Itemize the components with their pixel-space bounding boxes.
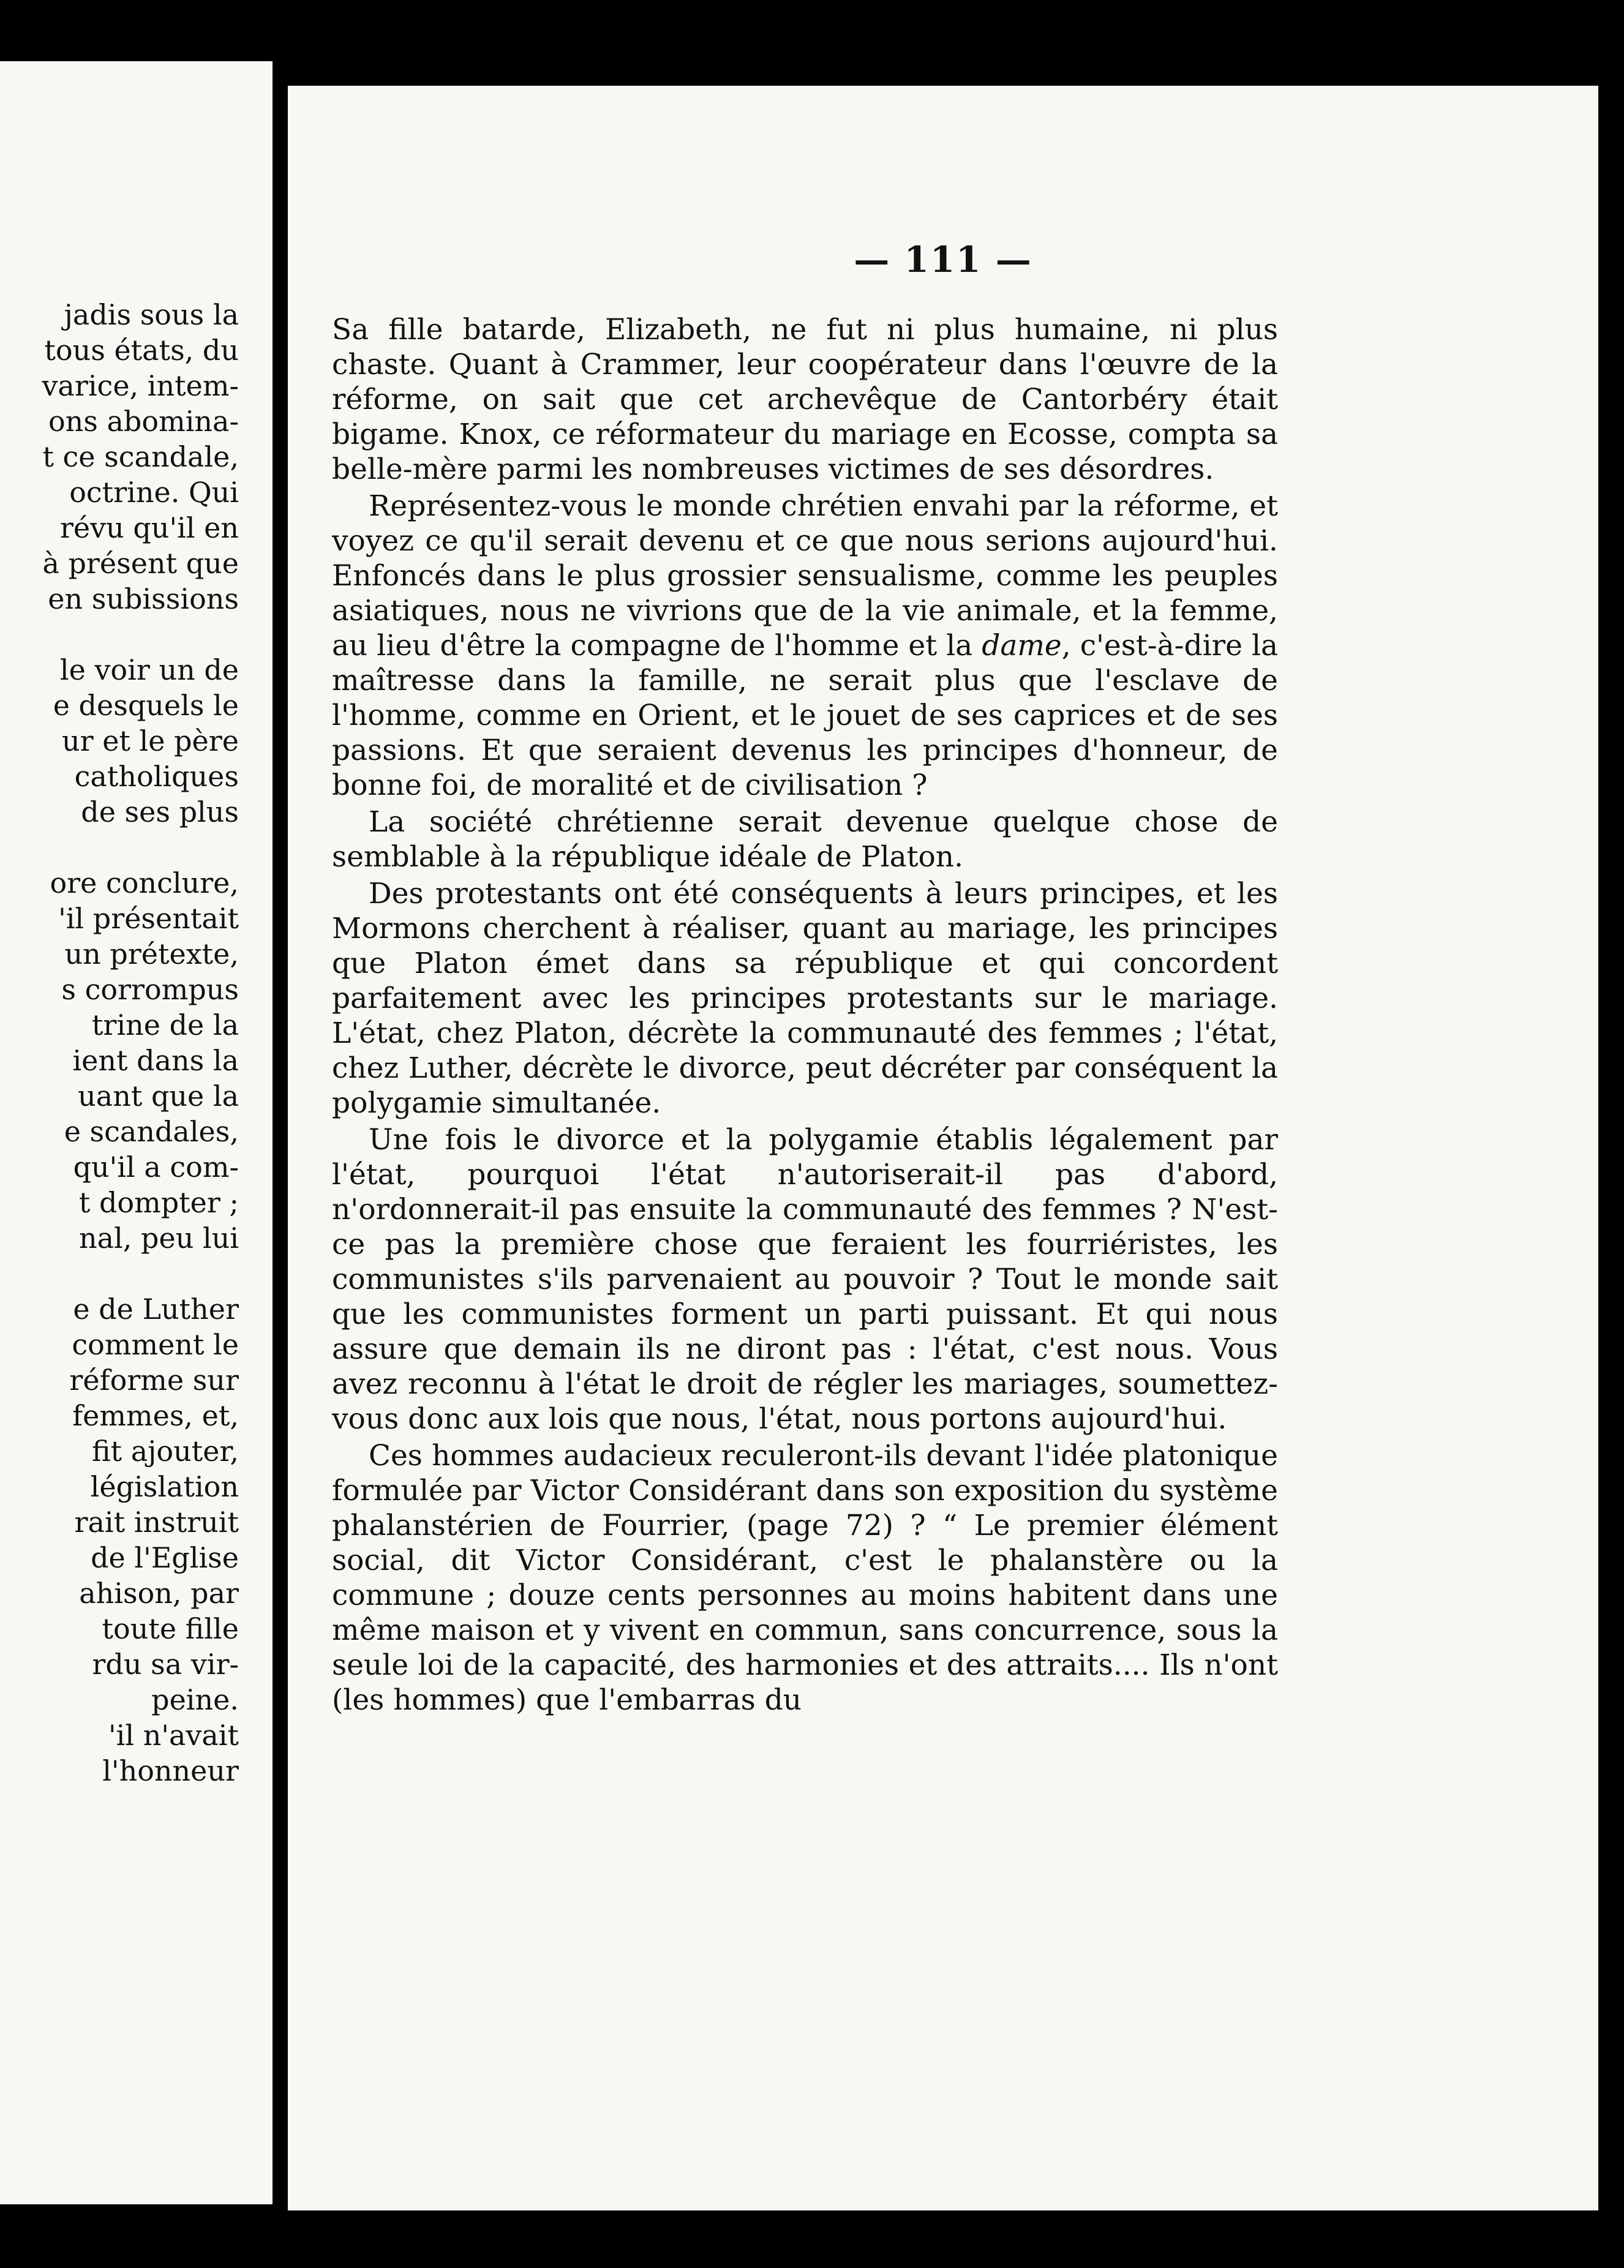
left-line-blank <box>0 1256 239 1291</box>
left-line: ore conclure, <box>50 866 239 899</box>
left-line: e de Luther <box>73 1293 239 1326</box>
left-line: ient dans la <box>72 1044 239 1077</box>
left-line: tous états, du <box>44 334 239 367</box>
paragraph-text: Sa fille batarde, Elizabeth, ne fut ni plus humaine, ni plus chaste. Quant à Crammer, leur coopérateur dans l'œuvre de la réforme, on sait que cet archevêque de Cantorbéry était bigame. Knox, ce réformateur du mariage en Ecosse, compta sa belle-mère parmi les nombreuses victimes de ses désordres. <box>332 313 1278 486</box>
left-line: rait instruit <box>74 1506 239 1539</box>
left-line: octrine. Qui <box>69 476 239 509</box>
left-line: ons abomina- <box>48 405 239 438</box>
left-line: de l'Eglise <box>91 1541 239 1574</box>
left-line: s corrompus <box>61 973 239 1006</box>
left-line: t dompter ; <box>78 1186 239 1219</box>
left-line: peine. <box>151 1683 239 1716</box>
left-line: trine de la <box>91 1008 239 1042</box>
left-line: e desquels le <box>53 689 239 722</box>
left-line: législation <box>90 1470 239 1503</box>
left-line: fit ajouter, <box>91 1435 239 1468</box>
paragraph <box>332 1438 1278 1718</box>
left-line: 'il n'avait <box>108 1719 239 1752</box>
left-line: varice, intem- <box>42 369 239 402</box>
paragraph-text: Représentez-vous le monde chrétien envahi par la réforme, et voyez ce qu'il serait devenu et ce que nous serions aujourd'hui. Enfoncés dans le plus grossier sensualisme, comme les peuples asiatiques, nous ne vivrions que de la vie animale, et la femme, au lieu d'être la compagne de l'homme et la <box>332 489 1278 663</box>
left-page-text <box>0 297 239 1981</box>
paragraph-text: Une fois le divorce et la polygamie établis légalement par l'état, pourquoi l'état n'autoriserait-il pas d'abord, n'ordonnerait-il pas ensuite la communauté des femmes ? N'est-ce pas la première chose que feraient les fourriéristes, les communistes s'ils parvenaient au pouvoir ? Tout le monde sait que les communistes forment un parti puissant. Et qui nous assure que demain ils ne diront pas : l'état, c'est nous. Vous avez reconnu à l'état le droit de régler les mariages, soumettez-vous donc aux lois que nous, l'état, nous portons aujourd'hui. <box>332 1123 1278 1436</box>
left-line: jadis sous la <box>64 298 239 331</box>
left-line: de ses plus <box>81 795 239 828</box>
right-page <box>288 86 1598 2210</box>
left-line: à présent que <box>42 547 239 580</box>
emphasis-text: dame <box>982 629 1062 663</box>
left-line: comment le <box>72 1328 239 1361</box>
left-line: nal, peu lui <box>79 1222 239 1255</box>
left-line-blank <box>0 830 239 865</box>
left-line: l'honneur <box>102 1754 239 1787</box>
left-line: uant que la <box>78 1080 239 1113</box>
paragraph <box>332 876 1278 1121</box>
left-line: réforme sur <box>69 1364 239 1397</box>
paragraph-text: Des protestants ont été conséquents à leurs principes, et les Mormons cherchent à réaliser, quant au mariage, les principes que Platon émet dans sa république et qui concordent parfaitement avec les principes protestants sur le mariage. L'état, chez Platon, décrète la communauté des femmes ; l'état, chez Luther, décrète le divorce, peut décréter par conséquent la polygamie simultanée. <box>332 877 1278 1120</box>
left-line: qu'il a com- <box>73 1151 239 1184</box>
left-line: en subissions <box>48 582 239 615</box>
left-line: toute fille <box>102 1612 239 1645</box>
left-line: e scandales, <box>64 1115 239 1148</box>
left-line: ahison, par <box>79 1577 239 1610</box>
left-line: 'il présentait <box>58 902 239 935</box>
paragraph-text: Ces hommes audacieux reculeront-ils devant l'idée platonique formulée par Victor Considérant dans son exposition du système phalanstérien de Fourrier, (page 72) ? “ Le premier élément social, dit Victor Considérant, c'est le phalanstère ou la commune ; douze cents personnes au moins habitent dans une même maison et y vivent en commun, sans concurrence, sous la seule loi de la capacité, des harmonies et des attraits.... Ils n'ont (les hommes) que l'embarras du <box>332 1439 1278 1717</box>
left-line: le voir un de <box>59 653 239 686</box>
paragraph <box>332 1122 1278 1436</box>
left-line: un prétexte, <box>64 937 239 971</box>
page-number: — 111 — <box>854 239 1032 280</box>
left-line: catholiques <box>74 760 239 793</box>
paragraph-text: , c'est-à-dire la maîtresse dans la famille, ne serait plus que l'esclave de l'homme, comme en Orient, et le jouet de ses caprices et de ses passions. Et que seraient devenus les principes d'honneur, de bonne foi, de moralité et de civilisation ? <box>332 629 1279 802</box>
paragraph <box>332 805 1278 874</box>
left-line: ur et le père <box>61 724 239 757</box>
left-line: femmes, et, <box>72 1399 239 1432</box>
paragraph-text: La société chrétienne serait devenue quelque chose de semblable à la république idéale de Platon. <box>332 805 1278 874</box>
paragraph <box>332 489 1278 803</box>
left-line: t ce scandale, <box>42 440 239 473</box>
left-line: rdu sa vir- <box>92 1648 239 1681</box>
paragraph <box>332 312 1278 487</box>
left-line-blank <box>0 617 239 652</box>
left-line: révu qu'il en <box>59 511 239 544</box>
body-text <box>332 312 1278 1719</box>
left-page-fragment <box>0 61 273 2204</box>
